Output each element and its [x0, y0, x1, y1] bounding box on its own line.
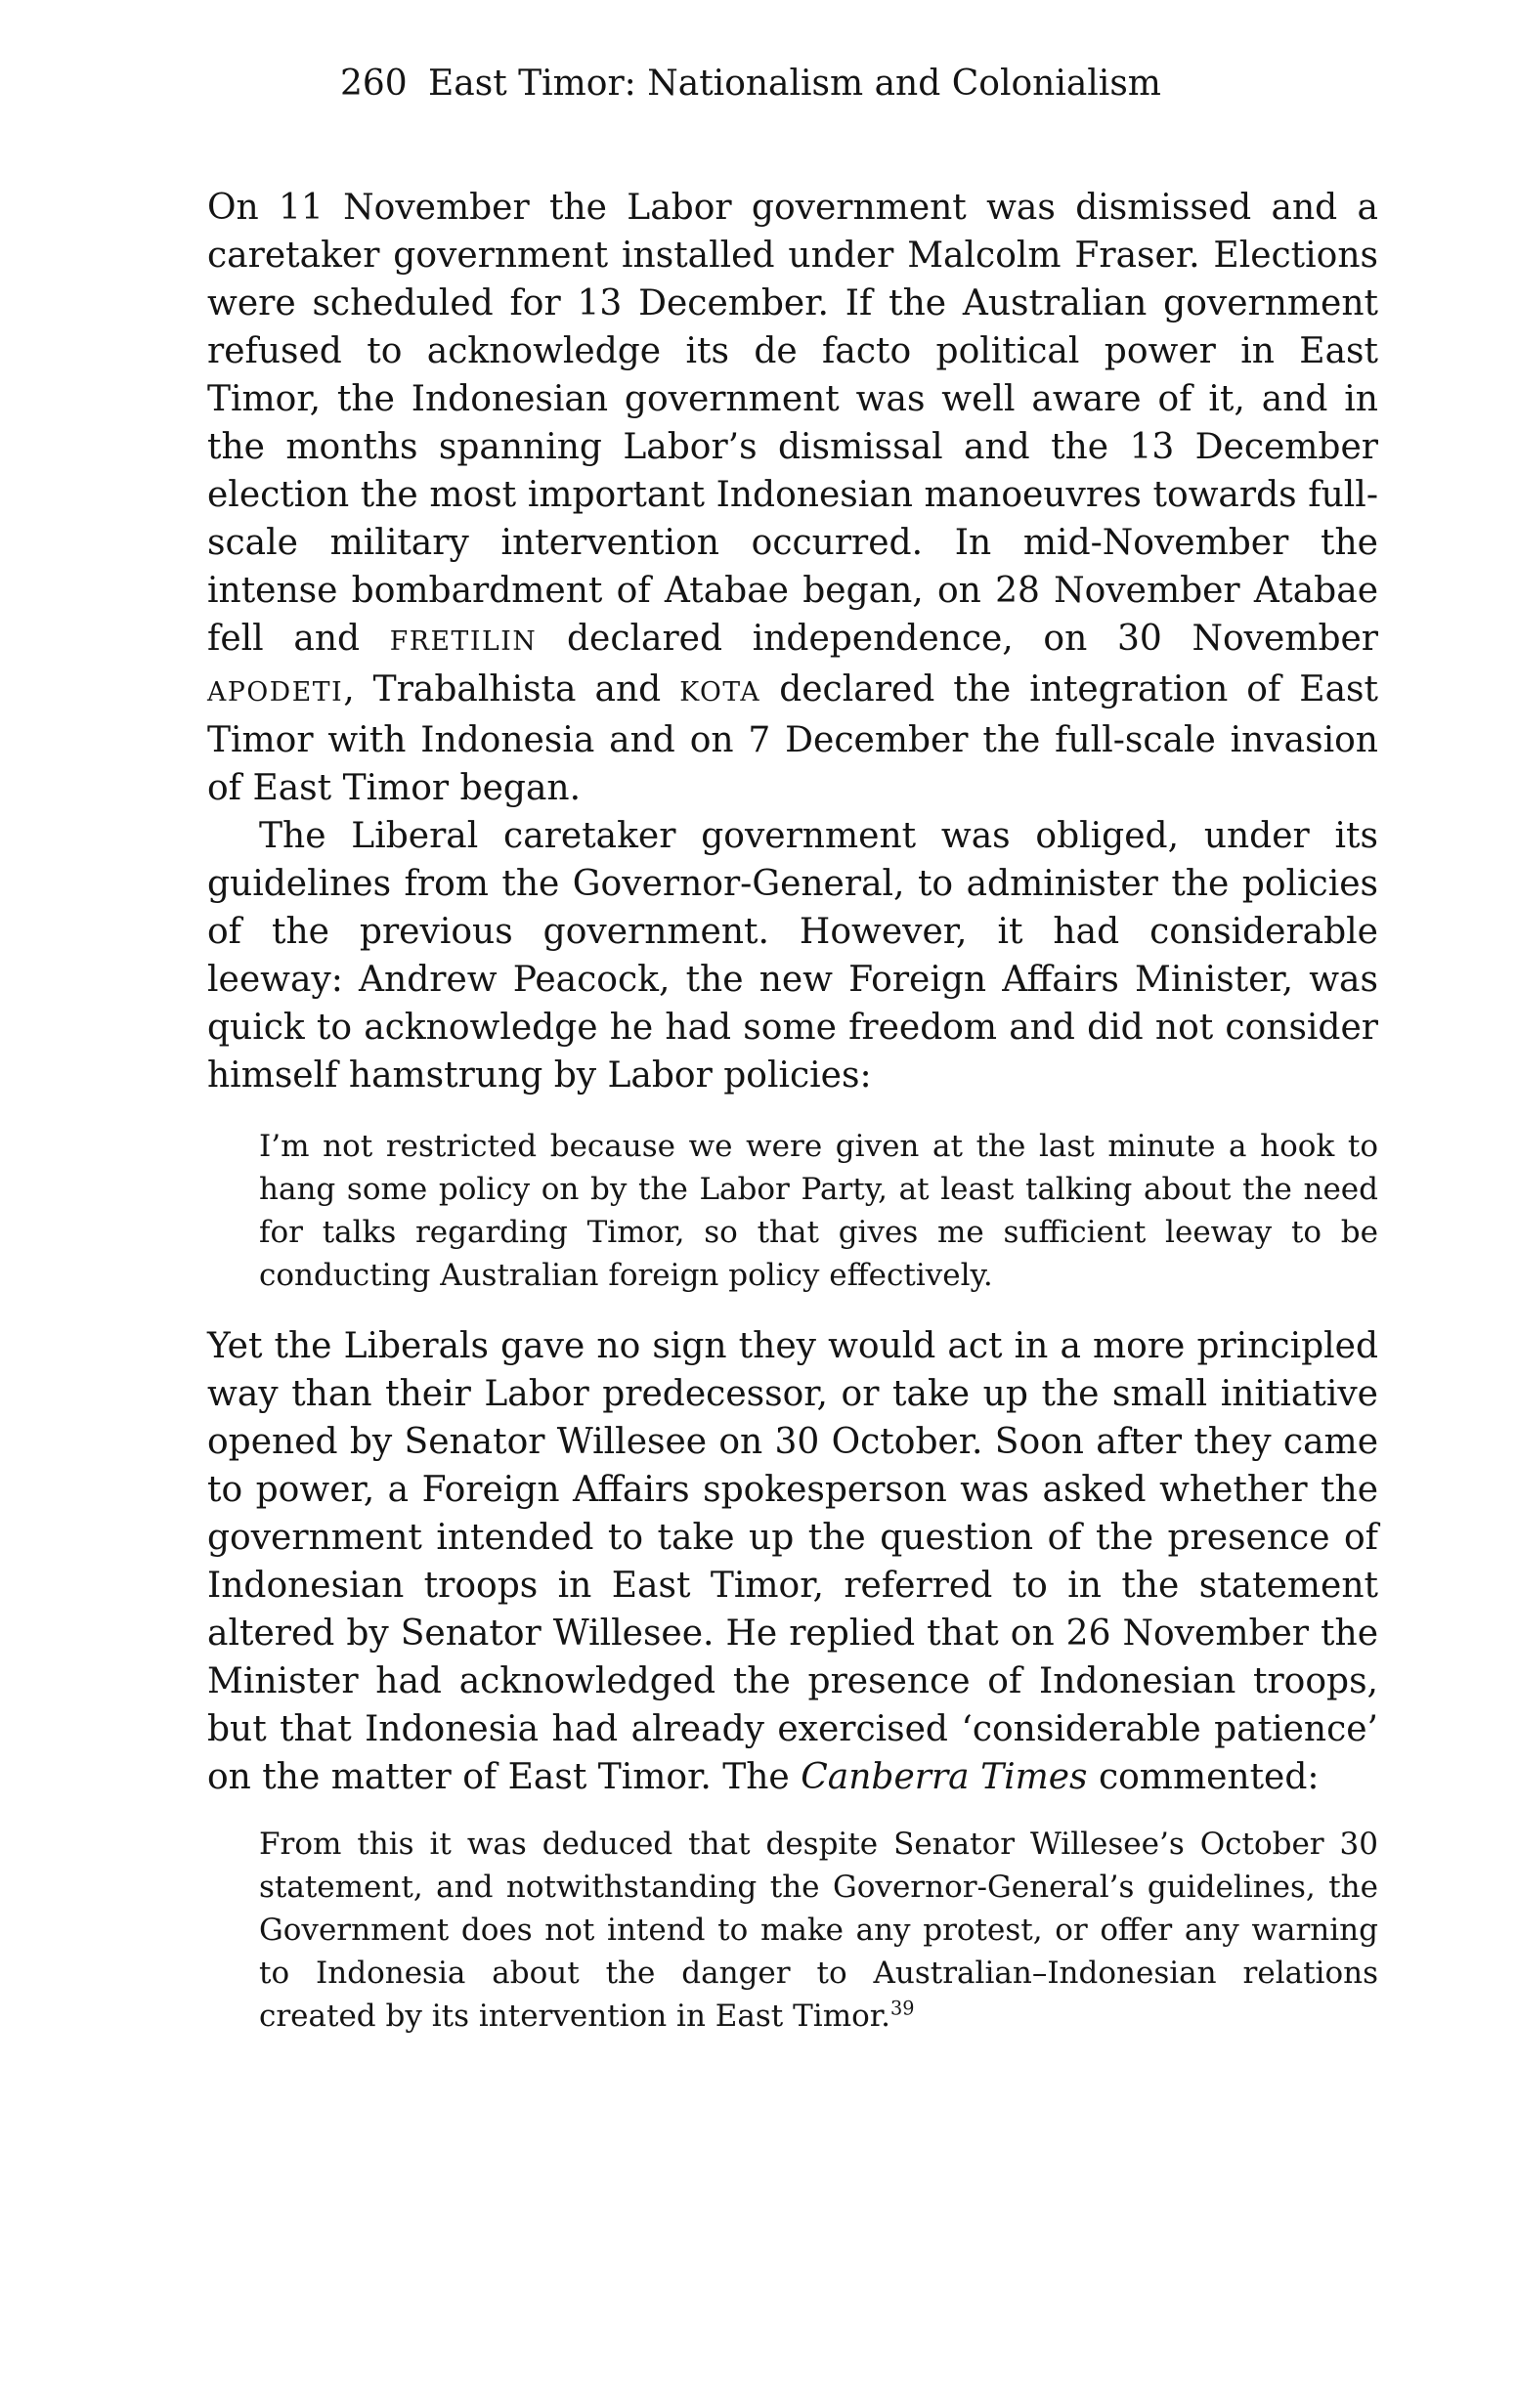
main-text: [207, 184, 1378, 2038]
running-title: East Timor: Nationalism and Colonialism: [428, 64, 1161, 104]
paragraph-liberals-text: Yet the Liberals gave no sign they would act in a more principled way than their Labor predecessor, or take up the small initiative opened by Senator Willesee on 30 October. Soon after they came to power, a Foreign Affairs spokesperson was asked whether the government intended to take up the question of the presence of Indonesian troops in East Timor, referred to in the statement altered by Senator Willesee. He replied that on 26 November the Minister had acknowledged the presence of Indonesian troops, but that Indonesia had already exercised ‘considerable patience’ on the matter of East Timor. The: [207, 1326, 1378, 1797]
running-header: [340, 61, 1415, 108]
paragraph-liberals-text-2: commented:: [1098, 1757, 1320, 1797]
paragraph-liberals: [207, 1322, 1378, 1801]
paragraph-dismissal-text: On 11 November the Labor government was dismissed and a caretaker government installed under Malcolm Fraser. Elections were scheduled for 13 December. If the Australian government refused to acknowledge its de facto political power in East Timor, the Indonesian government was well aware of it, and in the months spanning Labor’s dismissal and the 13 December election the most important Indonesian manoeuvres towards full-scale military intervention occurred. In mid-November the intense bombardment of Atabae began, on 28 November Atabae fell and: [207, 188, 1378, 659]
party-name-fretilin: FRETILIN: [389, 626, 538, 657]
paragraph-dismissal-text-4: declared the integration of East Timor with Indonesia and on 7 December the full-scale invasion of East Timor began.: [207, 669, 1378, 808]
paragraph-dismissal-text-3: , Trabalhista and: [343, 669, 662, 710]
publication-title: Canberra Times: [801, 1757, 1088, 1797]
page-number: 260: [340, 64, 408, 104]
block-quote-canberra-times-text: From this it was deduced that despite Senator Willesee’s October 30 statement, and notwithstanding the Governor-General’s guidelines, the Government does not intend to make any protest, or offer any warning to Indonesia about the danger to Australian–Indonesian relations created by its intervention in East Timor.: [259, 1827, 1378, 2034]
paragraph-dismissal: [207, 184, 1378, 812]
block-quote-canberra-times: [207, 1823, 1378, 2038]
paragraph-caretaker: The Liberal caretaker government was obliged, under its guidelines from the Governor-General, to administer the policies of the previous government. However, it had considerable leeway: Andrew Peacock, the new Foreign Affairs Minister, was quick to acknowledge he had some freedom and did not consider himself hamstrung by Labor policies:: [207, 816, 1378, 1096]
party-name-apodeti: APODETI: [207, 677, 344, 708]
party-name-kota: KOTA: [679, 677, 761, 708]
footnote-reference: 39: [890, 1997, 915, 2020]
paragraph-dismissal-text-2: declared independence, on 30 November: [566, 619, 1378, 659]
block-quote-peacock: I’m not restricted because we were given at the last minute a hook to hang some policy on by the Labor Party, at least talking about the need for talks regarding Timor, so that gives me sufficient leeway to be conducting Australian foreign policy effectively.: [259, 1129, 1378, 1293]
